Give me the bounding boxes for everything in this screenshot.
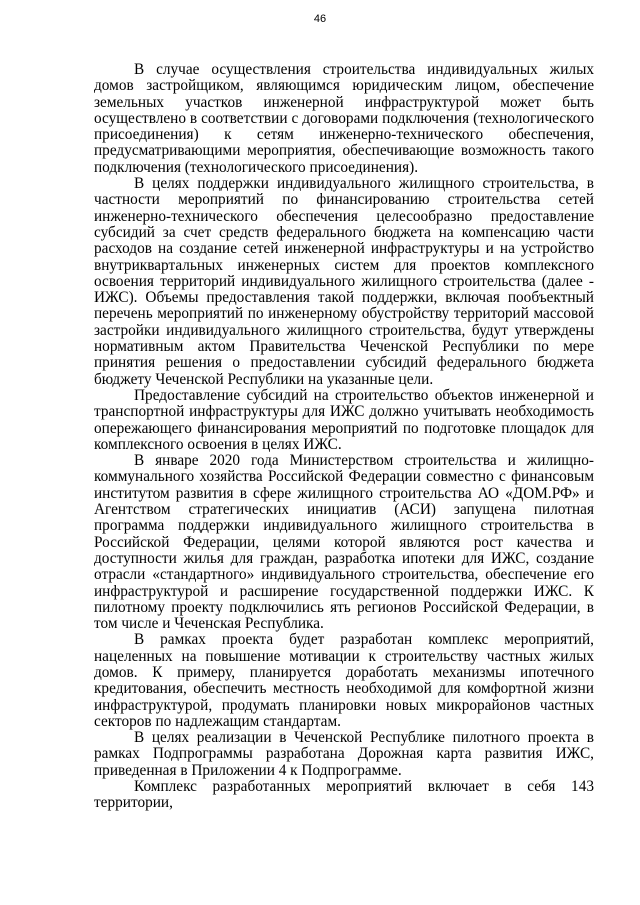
paragraph: В целях поддержки индивидуального жилищного строительства, в частности мероприятий по финансированию строительства сетей инженерно-технического обеспечения целесообразно предоставление субсидий за счет средств федерального бюджета на компенсацию части расходов на создание сетей инженерной инфраструктуры и на устройство внутриквартальных инженерных систем для проектов комплексного освоения территорий индивидуального жилищного строительства (далее - ИЖС). Объемы предоставления такой поддержки, включая пообъектный перечень мероприятий по инженерному обустройству территорий массовой застройки индивидуального жилищного строительства, будут утверждены нормативным актом Правительства Чеченской Республики по мере принятия решения о предоставлении субсидий федерального бюджета бюджету Чеченской Республики на указанные цели.	[94, 175, 594, 388]
paragraph: Комплекс разработанных мероприятий включает в себя 143 территории,	[94, 778, 594, 812]
paragraph: В январе 2020 года Министерством строительства и жилищно-коммунального хозяйства Российской Федерации совместно с финансовым институтом развития в сфере жилищного строительства АО «ДОМ.РФ» и Агентством стратегических инициатив (АСИ) запущена пилотная программа поддержки индивидуального жилищного строительства в Российской Федерации, целями которой являются рост качества и доступности жилья для граждан, разработка ипотеки для ИЖС, создание отрасли «стандартного» индивидуального строительства, обеспечение его инфраструктурой и расширение государственной поддержки ИЖС. К пилотному проекту подключились ять регионов Российской Федерации, в том числе и Чеченская Республика.	[94, 452, 594, 633]
paragraph: В целях реализации в Чеченской Республике пилотного проекта в рамках Подпрограммы разработана Дорожная карта развития ИЖС, приведенная в Приложении 4 к Подпрограмме.	[94, 729, 594, 779]
paragraph: В случае осуществления строительства индивидуальных жилых домов застройщиком, являющимся юридическим лицом, обеспечение земельных участков инженерной инфраструктурой может быть осуществлено в соответствии с договорами подключения (технологического присоединения) к сетям инженерно-технического обеспечения, предусматривающими мероприятия, обеспечивающие возможность такого подключения (технологического присоединения).	[94, 61, 594, 176]
paragraph: Предоставление субсидий на строительство объектов инженерной и транспортной инфраструктуры для ИЖС должно учитывать необходимость опережающего финансирования мероприятий по подготовке площадок для комплексного освоения в целях ИЖС.	[94, 386, 594, 453]
page-number: 46	[313, 13, 327, 25]
document-body	[94, 62, 594, 812]
paragraph: В рамках проекта будет разработан комплекс мероприятий, нацеленных на повышение мотивации к строительству частных жилых домов. К примеру, планируется доработать механизмы ипотечного кредитования, обеспечить местность необходимой для комфортной жизни инфраструктурой, продумать планировки новых микрорайонов частных секторов по надлежащим стандартам.	[94, 631, 594, 730]
